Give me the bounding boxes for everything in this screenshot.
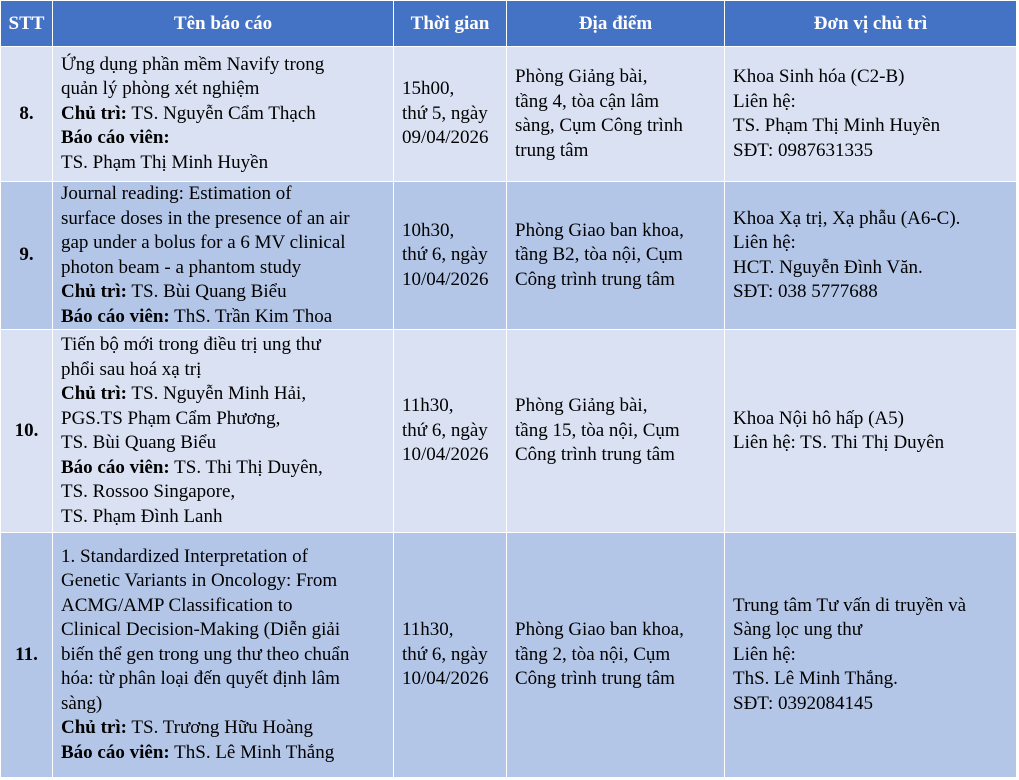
host-line: SĐT: 0987631335 [733,139,873,161]
place-cell [507,533,725,778]
place-line: trung tâm [515,139,589,161]
header-time: Thời gian [394,1,507,47]
place-line: sàng, Cụm Công trình [515,115,683,136]
host-line: HCT. Nguyễn Đình Văn. [733,256,923,278]
host-line: Khoa Xạ trị, Xạ phẫu (A6-C). [733,207,961,229]
header-host: Đơn vị chủ trì [725,1,1017,47]
table-row [1,47,1017,182]
host-line: SĐT: 038 5777688 [733,281,878,302]
report-title-line: ACMG/AMP Classification to [61,594,293,616]
table-row [1,330,1017,533]
place-line: Phòng Giảng bài, [515,395,648,417]
table-header-row [1,1,1017,47]
report-title-line: hóa: từ phân loại đến quyết định lâm [61,668,340,690]
host-line: Trung tâm Tư vấn di truyền và [733,594,967,616]
host-cell [725,182,1017,330]
chair-line [61,280,387,305]
chair-label: Chủ trì: [61,281,127,302]
place-line: Phòng Giao ban khoa, [515,619,684,641]
chair-line [61,407,387,432]
host-line: ThS. Lê Minh Thắng. [733,668,898,690]
speaker-name: ThS. Lê Minh Thắng [174,741,335,763]
chair-line [61,431,387,456]
report-cell [53,47,394,182]
time-line: 11h30, [402,619,454,641]
chair-line [61,102,387,127]
speaker-line [61,505,387,530]
speaker-line [61,456,387,481]
chair-line [61,382,387,407]
place-line: Phòng Giao ban khoa, [515,219,684,241]
time-line: thứ 6, ngày [402,419,488,441]
time-cell [394,47,507,182]
time-line: thứ 6, ngày [402,244,488,266]
host-line: Khoa Sinh hóa (C2-B) [733,66,905,87]
report-title-line: gap under a bolus for a 6 MV clinical [61,232,346,253]
speaker-name: TS. Phạm Thị Minh Huyền [61,151,269,173]
place-line: tầng 2, tòa nội, Cụm [515,643,671,665]
speaker-line [61,741,387,766]
host-line: Sàng lọc ung thư [733,619,863,641]
chair-name: TS. Nguyễn Cẩm Thạch [131,102,316,124]
time-line: 10/04/2026 [402,268,489,290]
header-place: Địa điểm [507,1,725,47]
report-title-line: surface doses in the presence of an air [61,207,350,229]
speaker-name: TS. Thi Thị Duyên, [174,456,323,478]
place-cell [507,330,725,533]
speaker-label: Báo cáo viên: [61,456,170,478]
report-cell [53,533,394,778]
time-line: 10/04/2026 [402,668,489,690]
host-cell [725,330,1017,533]
speaker-label: Báo cáo viên: [61,741,170,763]
report-title-line: photon beam - a phantom study [61,256,302,278]
report-title-line: biến thể gen trong ung thư theo chuẩn [61,643,350,665]
speaker-line [61,126,387,151]
report-title-line: Journal reading: Estimation of [61,183,292,204]
report-title-line: Genetic Variants in Oncology: From [61,570,338,592]
host-cell [725,47,1017,182]
chair-name: TS. Trương Hữu Hoàng [131,717,314,739]
table-row [1,182,1017,330]
time-line: 09/04/2026 [402,127,489,149]
report-title-line: Tiến bộ mới trong điều trị ung thư [61,334,321,355]
place-line: Công trình trung tâm [515,444,675,466]
host-line: Khoa Nội hô hấp (A5) [733,407,904,429]
report-title-line: phổi sau hoá xạ trị [61,358,202,380]
report-cell [53,182,394,330]
time-line: 11h30, [402,395,454,417]
speaker-label: Báo cáo viên: [61,127,170,149]
time-line: thứ 6, ngày [402,643,488,665]
place-line: Công trình trung tâm [515,668,675,690]
table-body [1,47,1017,778]
place-cell [507,182,725,330]
report-title-line: quản lý phòng xét nghiệm [61,78,260,100]
place-line: tầng 4, tòa cận lâm [515,90,660,112]
chair-label: Chủ trì: [61,383,127,404]
speaker-label: Báo cáo viên: [61,305,170,327]
speaker-name: TS. Rossoo Singapore, [61,481,236,502]
host-line: SĐT: 0392084145 [733,692,873,714]
chair-name: PGS.TS Phạm Cẩm Phương, [61,407,281,429]
place-line: Phòng Giảng bài, [515,66,648,87]
speaker-line [61,151,387,176]
host-line: Liên hệ: [733,232,796,253]
place-line: tầng 15, tòa nội, Cụm [515,419,680,441]
time-line: thứ 5, ngày [402,102,488,124]
report-title-line: Ứng dụng phần mềm Navify trong [61,53,325,75]
table-row [1,533,1017,778]
row-number: 8. [1,47,53,182]
chair-name: TS. Bùi Quang Biểu [131,281,287,302]
speaker-name: ThS. Trần Kim Thoa [174,305,333,327]
host-line: TS. Phạm Thị Minh Huyền [733,115,941,136]
report-title-line: sàng) [61,692,103,714]
host-line: Liên hệ: [733,90,796,112]
speaker-line [61,305,387,330]
row-number: 10. [1,330,53,533]
report-title-line: Clinical Decision-Making (Diễn giải [61,619,341,641]
time-line: 15h00, [402,78,455,100]
host-line: Liên hệ: TS. Thi Thị Duyên [733,432,945,453]
chair-label: Chủ trì: [61,102,127,124]
place-line: Công trình trung tâm [515,268,675,290]
time-cell [394,533,507,778]
row-number: 11. [1,533,53,778]
host-line: Liên hệ: [733,643,796,665]
host-cell [725,533,1017,778]
time-line: 10/04/2026 [402,444,489,466]
chair-label: Chủ trì: [61,717,127,739]
chair-line [61,716,387,741]
time-line: 10h30, [402,219,455,241]
report-cell [53,330,394,533]
place-line: tầng B2, tòa nội, Cụm [515,244,683,266]
row-number: 9. [1,182,53,330]
time-cell [394,182,507,330]
chair-name: TS. Nguyễn Minh Hải, [131,383,307,404]
chair-name: TS. Bùi Quang Biểu [61,432,217,453]
speaker-name: TS. Phạm Đình Lanh [61,505,223,527]
time-cell [394,330,507,533]
header-stt: STT [1,1,53,47]
header-title: Tên báo cáo [53,1,394,47]
report-title-line: 1. Standardized Interpretation of [61,545,308,567]
speaker-line [61,480,387,505]
place-cell [507,47,725,182]
